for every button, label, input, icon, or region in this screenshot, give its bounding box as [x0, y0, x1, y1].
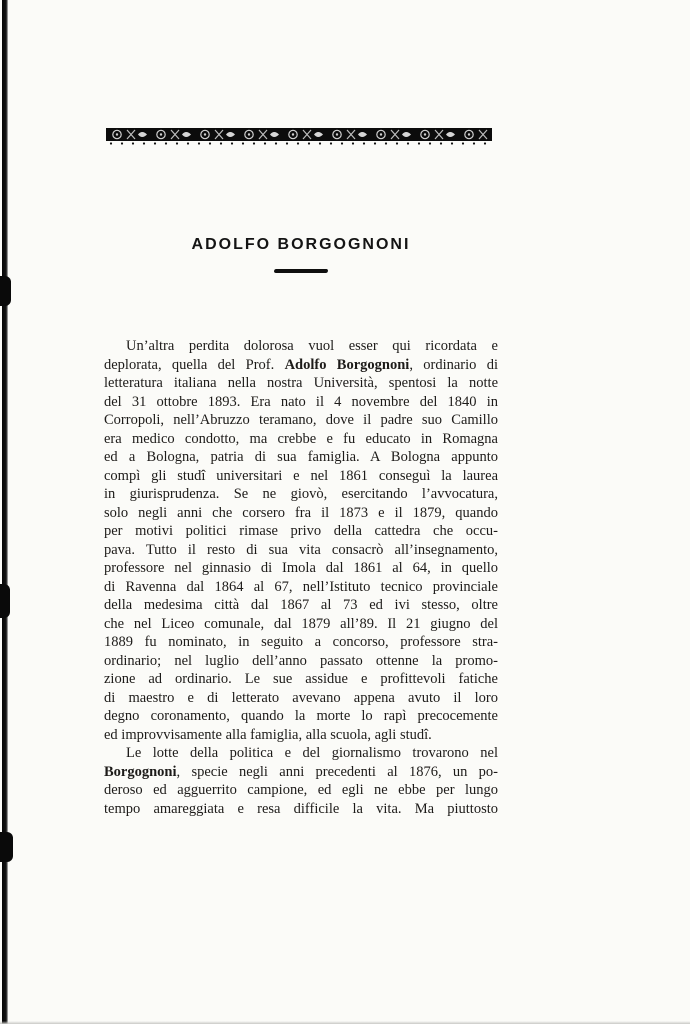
text-line: [104, 670, 498, 689]
text-segment: era medico condotto, ma crebbe e fu educato in Romagna: [104, 430, 498, 447]
text-segment: di maestro e di letterato avevano appena avuto il loro: [104, 689, 498, 706]
text-line: [104, 467, 498, 486]
text-segment: del 31 ottobre 1893. Era nato il 4 novembre del 1840 in: [104, 393, 498, 410]
text-segment: , specie negli anni precedenti al 1876, un po-: [176, 763, 498, 780]
scan-artifact: [0, 276, 11, 306]
text-line: [104, 800, 498, 819]
text-line: [104, 707, 498, 726]
text-segment: compì gli studî universitari e nel 1861 conseguì la laurea: [104, 467, 498, 484]
text-segment: letteratura italiana nella nostra Università, spentosi la notte: [104, 375, 498, 391]
title-rule-wrap: [104, 269, 498, 273]
article-body: [104, 337, 498, 818]
scan-artifact: [0, 832, 13, 862]
text-segment: , ordinario di: [409, 356, 498, 373]
text-segment: solo negli anni che corsero fra il 1873 e il 1879, quando: [104, 504, 498, 521]
text-line: [104, 578, 498, 597]
text-segment: tempo amareggiata e resa difficile la vita. Ma piuttosto: [104, 800, 498, 817]
ornament-band-graphic: [106, 128, 492, 148]
text-line: [104, 726, 498, 745]
text-line: [104, 356, 498, 375]
text-segment: pava. Tutto il resto di sua vita consacrò all’insegnamento,: [104, 541, 498, 558]
text-line: [104, 689, 498, 708]
text-segment: Corropoli, nell’Abruzzo teramano, dove il padre suo Camillo: [104, 412, 498, 428]
text-line: [104, 615, 498, 634]
text-line: [104, 448, 498, 467]
text-segment: zione ad ordinario. Le sue assidue e profittevoli fatiche: [104, 671, 498, 687]
article-title: ADOLFO BORGOGNONI: [191, 236, 411, 253]
text-segment: che nel Liceo comunale, dal 1879 all’89. Il 21 giugno del: [104, 615, 498, 632]
text-line: [104, 596, 498, 615]
text-line: [104, 559, 498, 578]
text-segment: di Ravenna dal 1864 al 67, nell’Istituto tecnico provinciale: [104, 578, 498, 595]
text-segment: della medesima città dal 1867 al 73 ed ivi stesso, oltre: [104, 597, 498, 613]
text-segment: 1889 fu nominato, in seguito a concorso, professore stra-: [104, 634, 498, 650]
text-segment: ed a Bologna, patria di sua famiglia. A Bologna appunto: [104, 449, 498, 465]
text-line: [104, 652, 498, 671]
scan-artifact: [0, 584, 10, 618]
text-segment: Le lotte della politica e del giornalismo trovarono nel: [126, 745, 498, 761]
text-segment: Un’altra perdita dolorosa vuol esser qui ricordata e: [126, 338, 498, 354]
text-line: [104, 781, 498, 800]
text-segment: degno coronamento, quando la morte lo rapì precocemente: [104, 708, 498, 724]
text-line: [104, 504, 498, 523]
text-segment: per motivi politici rimase privo della cattedra che occu-: [104, 523, 498, 539]
text-segment: ed improvvisamente alla famiglia, alla scuola, agli studî.: [104, 726, 432, 743]
text-line: [104, 393, 498, 412]
text-segment: deroso ed agguerrito campione, ed egli ne ebbe per lungo: [104, 782, 498, 798]
text-line: [104, 337, 498, 356]
text-segment: deplorata, quella del Prof.: [104, 356, 285, 373]
text-line: [104, 633, 498, 652]
text-line: [104, 485, 498, 504]
text-line: [104, 541, 498, 560]
text-line: [104, 763, 498, 782]
ornamental-band: [106, 128, 492, 148]
text-line: [104, 744, 498, 763]
text-segment-bold: Adolfo Borgognoni: [284, 356, 410, 373]
text-segment: ordinario; nel luglio dell’anno passato ottenne la promo-: [104, 652, 498, 669]
text-line: [104, 411, 498, 430]
text-segment: in giurisprudenza. Se ne giovò, esercitando l’avvocatura,: [104, 486, 498, 502]
title-rule: [273, 269, 328, 273]
scan-binding-edge: [2, 0, 8, 1024]
text-segment-bold: Borgognoni: [104, 763, 177, 780]
text-segment: professore nel ginnasio di Imola dal 1861 al 64, in quello: [104, 560, 498, 576]
text-line: [104, 430, 498, 449]
text-line: [104, 374, 498, 393]
text-line: [104, 522, 498, 541]
